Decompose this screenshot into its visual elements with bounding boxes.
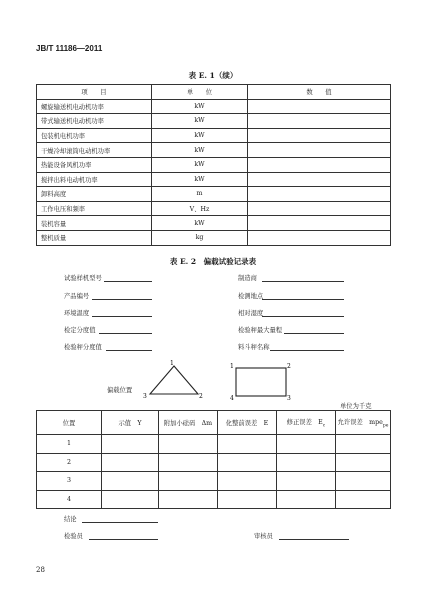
env-temp-line[interactable] [92,316,152,317]
table-header-row [37,411,391,435]
inspector-line[interactable] [89,539,158,540]
cell-item: 干燥冷却滚筒电动机功率 [37,143,152,158]
corrected-error-subscript: c [322,423,326,429]
cell-item: 装机容量 [37,216,152,231]
triangle-point-1: 1 [170,360,174,367]
rectangle-position-diagram [226,360,296,400]
tester-div-label: 检验秤分度值 [64,344,102,351]
cell-permissible-error[interactable] [336,435,391,454]
page-number: 28 [36,566,45,574]
cell-error-before-rounding[interactable] [218,490,277,509]
cell-corrected-error[interactable] [277,453,336,472]
cell-added-weight[interactable] [159,472,218,491]
column-header-unit: 单 位 [152,85,248,100]
triangle-position-diagram [140,358,210,400]
column-header-position: 位置 [37,411,102,435]
cell-permissible-error[interactable] [336,453,391,472]
conclusion-line[interactable] [82,522,158,523]
table-row [37,453,391,472]
table-row [37,99,391,114]
cell-position: 1 [37,435,102,454]
table-e1-caption: 表 E. 1（续） [188,71,238,80]
table-row [37,114,391,129]
column-header-permissible-error [336,411,391,435]
cell-position: 3 [37,472,102,491]
cell-value [248,128,391,143]
permissible-error-label: 允许误差 mpe [337,418,383,426]
column-header-error-before-rounding: 化整前误差 E [218,411,277,435]
cell-item: 螺旋输送机电动机功率 [37,99,152,114]
table-row [37,435,391,454]
cell-unit: V、Hz [152,201,248,216]
corrected-error-label: 修正误差 E [286,418,323,426]
cell-indication[interactable] [102,472,159,491]
cell-added-weight[interactable] [159,435,218,454]
cell-error-before-rounding[interactable] [218,472,277,491]
manufacturer-line[interactable] [262,281,344,282]
cell-added-weight[interactable] [159,490,218,509]
table-row [37,230,391,245]
cell-corrected-error[interactable] [277,435,336,454]
cell-value [248,143,391,158]
rel-humidity-line[interactable] [262,316,344,317]
cell-position: 4 [37,490,102,509]
column-header-item: 项 目 [37,85,152,100]
column-header-corrected-error [277,411,336,435]
material-name-line[interactable] [270,350,344,351]
triangle-shape [150,366,198,394]
cell-position: 2 [37,453,102,472]
triangle-point-2: 2 [199,393,203,400]
product-no-line[interactable] [92,299,152,300]
cell-value [248,157,391,172]
cell-unit: kW [152,172,248,187]
table-e2 [36,410,391,509]
material-name-label: 料斗秤名称 [238,344,270,351]
unit-note: 单位为千克 [340,403,372,410]
cell-indication[interactable] [102,490,159,509]
cell-error-before-rounding[interactable] [218,453,277,472]
cell-added-weight[interactable] [159,453,218,472]
table-header-row [37,85,391,100]
rectangle-point-1: 1 [230,363,234,370]
rectangle-point-3: 3 [287,395,291,400]
table-e2-caption: 表 E. 2 偏载试验记录表 [169,257,257,266]
cell-unit: kW [152,157,248,172]
cell-unit: kW [152,114,248,129]
inspector-label: 检验员 [64,533,83,540]
triangle-point-3: 3 [143,393,147,400]
rectangle-shape [236,368,286,396]
reviewer-line[interactable] [279,539,349,540]
max-weight-line[interactable] [284,333,344,334]
manufacturer-label: 制造商 [238,275,257,282]
cell-value [248,99,391,114]
column-header-indication: 示值 Y [102,411,159,435]
cell-indication[interactable] [102,435,159,454]
cell-error-before-rounding[interactable] [218,435,277,454]
cell-permissible-error[interactable] [336,472,391,491]
test-location-label: 检测地点 [238,293,264,300]
cell-corrected-error[interactable] [277,472,336,491]
table-row [37,490,391,509]
test-location-line[interactable] [262,299,344,300]
rectangle-point-2: 2 [287,363,291,370]
table-row [37,172,391,187]
cell-permissible-error[interactable] [336,490,391,509]
table-row [37,472,391,491]
table-row [37,216,391,231]
reviewer-label: 审核员 [254,533,273,540]
cell-value [248,230,391,245]
table-row [37,128,391,143]
cell-item: 工作电压和频率 [37,201,152,216]
max-weight-label: 检验秤最大量程 [238,327,283,334]
cell-corrected-error[interactable] [277,490,336,509]
cell-value [248,187,391,202]
cell-indication[interactable] [102,453,159,472]
cell-unit: kW [152,128,248,143]
table-row [37,143,391,158]
cell-item: 搅拌出料电动机功率 [37,172,152,187]
table-e1 [36,84,391,246]
column-header-value: 数 值 [248,85,391,100]
permissible-error-subscript: pe [382,423,389,429]
cell-value [248,216,391,231]
conclusion-label: 结论 [64,516,77,523]
product-no-label: 产品编号 [64,293,90,300]
rectangle-point-4: 4 [230,395,234,400]
cell-item: 卸料高度 [37,187,152,202]
cell-unit: m [152,187,248,202]
cell-item: 带式输送机电动机功率 [37,114,152,129]
diagram-label: 偏载位置 [107,387,133,394]
column-header-added-weight: 附加小砝码 Δm [159,411,218,435]
cell-value [248,172,391,187]
cell-unit: kW [152,216,248,231]
table-row [37,157,391,172]
sample-id-line[interactable] [104,281,152,282]
tester-div-line[interactable] [106,350,152,351]
env-temp-label: 环境温度 [64,310,90,317]
table-row [37,201,391,216]
rel-humidity-label: 相对湿度 [238,310,264,317]
cell-value [248,114,391,129]
standard-code: JB/T 11186—2011 [36,44,103,53]
table-row [37,187,391,202]
cell-unit: kW [152,143,248,158]
sample-id-label: 试验样机型号 [64,275,102,282]
cell-item: 包装机电机功率 [37,128,152,143]
div-value-label: 检定分度值 [64,327,96,334]
cell-unit: kW [152,99,248,114]
cell-item: 热能设备风机功率 [37,157,152,172]
div-value-line[interactable] [99,333,152,334]
cell-item: 整机质量 [37,230,152,245]
cell-value [248,201,391,216]
cell-unit: kg [152,230,248,245]
